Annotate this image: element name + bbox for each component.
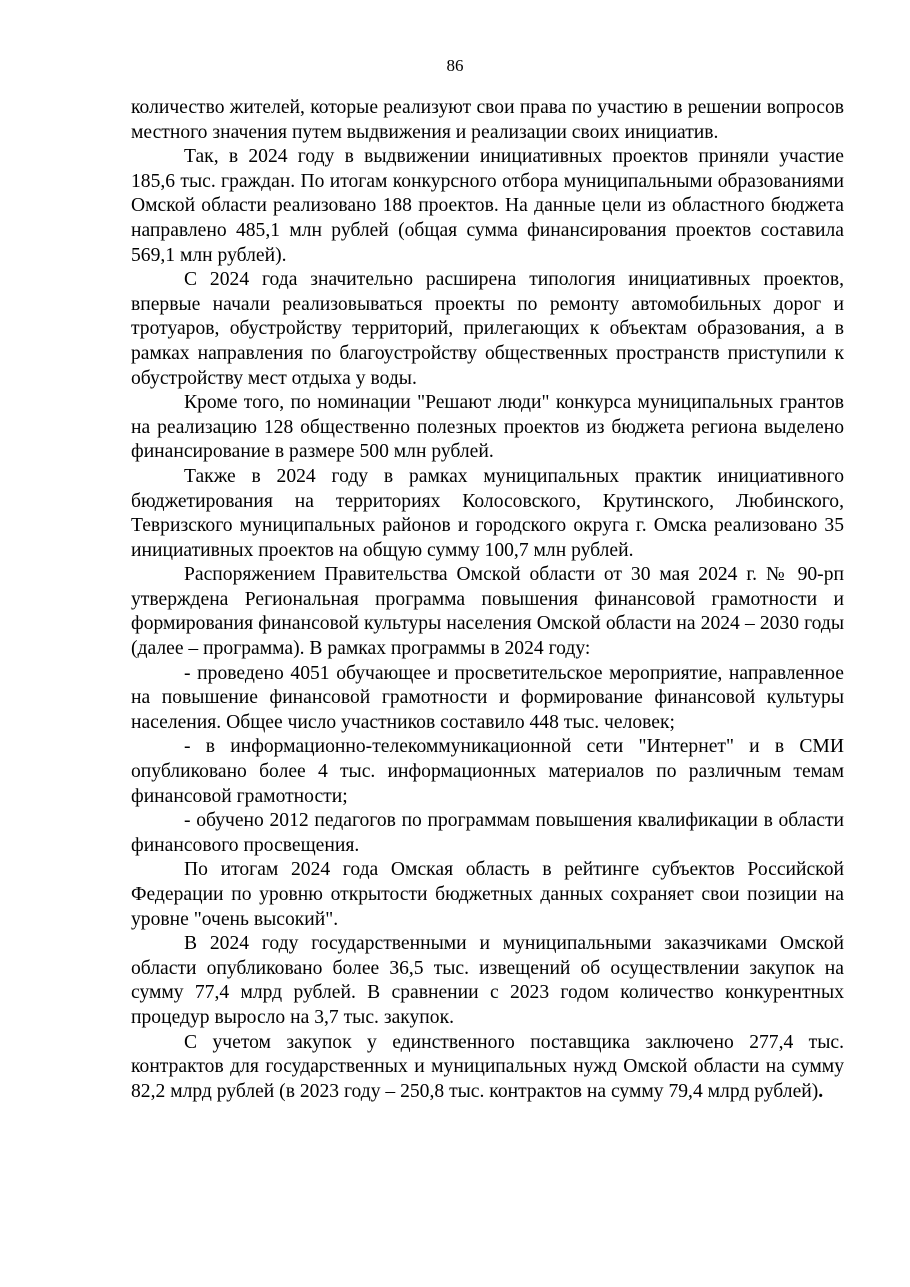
paragraph-initiatives-intro: количество жителей, которые реализуют свои права по участию в решении вопросов местного значения путем выдвижения и реализации своих инициатив. xyxy=(131,97,844,143)
contracts-text: С учетом закупок у единственного поставщика заключено 277,4 тыс. контрактов для государственных и муниципальных нужд Омской области на сумму 82,2 млрд рублей (в 2023 году – 250,8 тыс. контрактов на сумму 79,4 млрд рублей) xyxy=(131,1031,844,1102)
page-number: 86 xyxy=(446,56,464,75)
final-period: . xyxy=(818,1080,824,1102)
paragraph-initiative-projects-2024: Так, в 2024 году в выдвижении инициативных проектов приняли участие 185,6 тыс. граждан. По итогам конкурсного отбора муниципальными образованиями Омской области реализовано 188 проектов. На данные цели из областного бюджета направлено 485,1 млн рублей (общая сумма финансирования проектов составила 569,1 млн рублей). xyxy=(131,146,844,266)
paragraph-budget-openness-rating: По итогам 2024 года Омская область в рейтинге субъектов Российской Федерации по уровню открытости бюджетных данных сохраняет свои позиции на уровне "очень высокий". xyxy=(131,859,844,930)
paragraph-procurement-notices: В 2024 году государственными и муниципальными заказчиками Омской области опубликовано более 36,5 тыс. извещений об осуществлении закупок на сумму 77,4 млрд рублей. В сравнении с 2023 годом количество конкурентных процедур выросло на 3,7 тыс. закупок. xyxy=(131,933,844,1028)
paragraph-contracts-concluded xyxy=(131,1031,844,1105)
list-item-teachers-trained: - обучено 2012 педагогов по программам повышения квалификации в области финансового просвещения. xyxy=(131,810,844,856)
paragraph-municipal-grants: Кроме того, по номинации "Решают люди" конкурса муниципальных грантов на реализацию 128 общественно полезных проектов из бюджета региона выделено финансирование в размере 500 млн рублей. xyxy=(131,392,844,463)
paragraph-initiative-budgeting: Также в 2024 году в рамках муниципальных практик инициативного бюджетирования на территориях Колосовского, Крутинского, Любинского, Тевризского муниципальных районов и городского округа г. Омска реализовано 35 инициативных проектов на общую сумму 100,7 млн рублей. xyxy=(131,465,844,561)
list-item-publications: - в информационно-телекоммуникационной сети "Интернет" и в СМИ опубликовано более 4 тыс. информационных материалов по различным темам финансовой грамотности; xyxy=(131,736,844,807)
body-text xyxy=(131,96,844,1104)
paragraph-project-typology: С 2024 года значительно расширена типология инициативных проектов, впервые начали реализовываться проекты по ремонту автомобильных дорог и тротуаров, обустройству территорий, прилегающих к объектам образования, а в рамках направления по благоустройству общественных пространств приступили к обустройству мест отдыха у воды. xyxy=(131,269,844,389)
paragraph-financial-literacy-program: Распоряжением Правительства Омской области от 30 мая 2024 г. № 90-рп утверждена Региональная программа повышения финансовой грамотности и формирования финансовой культуры населения Омской области на 2024 – 2030 годы (далее – программа). В рамках программы в 2024 году: xyxy=(131,564,844,660)
list-item-events: - проведено 4051 обучающее и просветительское мероприятие, направленное на повышение финансовой грамотности и формирование финансовой культуры населения. Общее число участников составило 448 тыс. человек; xyxy=(131,662,844,733)
